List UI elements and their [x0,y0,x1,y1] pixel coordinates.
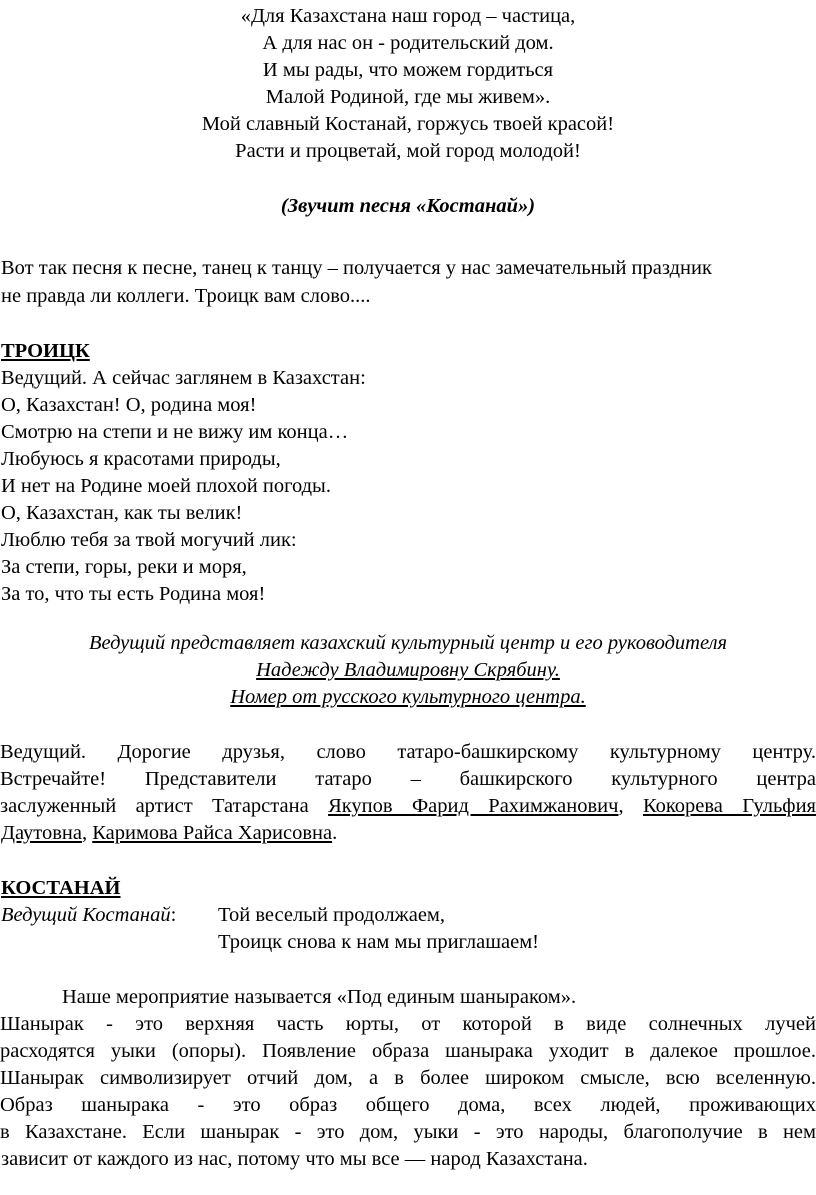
troitsk-line: О, Казахстан, как ты велик! [1,502,243,524]
separator: , [81,822,93,844]
tatar-para-line: Встречайте! Представители татаро – башкирского культурного центра [0,768,816,790]
event-name-line: Наше мероприятие называется «Под единым шаныраком». [62,986,577,1008]
performer-name: Якупов Фарид Рахимжанович [328,795,619,817]
kostanay-host-verse: Той веселый продолжаем, [218,904,446,926]
separator: , [618,795,643,817]
performer-name: Каримова Райса Харисовна [92,822,333,844]
tatar-para-text: заслуженный артист Татарстана [0,795,329,817]
russian-center-line: Номер от русского культурного центра. [230,686,586,708]
troitsk-line: За степи, горы, реки и моря, [1,556,247,578]
speaker-label: Ведущий Костанай [1,904,171,926]
separator: . [332,822,338,844]
transition-line: Вот так песня к песне, танец к танцу – получается у нас замечательный праздник [1,257,712,279]
kazakh-center-line: Ведущий представляет казахский культурный центр и его руководителя [88,632,728,654]
song-note: (Звучит песня «Костанай») [280,195,536,217]
troitsk-line: Люблю тебя за твой могучий лик: [1,529,297,551]
poem-line: И мы рады, что можем гордиться [262,59,554,81]
section-heading-troitsk: ТРОИЦК [1,340,90,362]
shanyrak-para-last-line: зависит от каждого из нас, потому что мы все — народ Казахстана. [1,1148,588,1170]
section-heading-kostanay: КОСТАНАЙ [1,877,121,899]
poem-line: А для нас он - родительский дом. [262,32,554,54]
performer-name: Даутовна [1,822,82,844]
kostanay-host-verse: Троицк снова к нам мы приглашаем! [218,931,540,953]
troitsk-line: Любуюсь я красотами природы, [1,448,281,470]
troitsk-line: Ведущий. А сейчас заглянем в Казахстан: [1,367,366,389]
troitsk-line: Смотрю на степи и не вижу им конца… [1,421,349,443]
tatar-para-line [0,793,816,820]
poem-line: Расти и процветай, мой город молодой! [235,140,581,162]
shanyrak-para-line: расходятся уыки (опоры). Появление образа шанырака уходит в далекое прошлое. [0,1040,816,1062]
kazakh-center-leader: Надежду Владимировну Скрябину. [256,659,560,681]
troitsk-line: За то, что ты есть Родина моя! [1,583,266,605]
transition-line: не правда ли коллеги. Троицк вам слово.... [1,285,371,307]
tatar-para-line [1,820,337,847]
shanyrak-para-line: Образ шанырака - это образ общего дома, всех людей, проживающих [0,1094,816,1116]
kostanay-host-line [1,902,176,929]
separator: : [170,904,177,926]
troitsk-line: И нет на Родине моей плохой погоды. [1,475,331,497]
performer-name: Кокорева Гульфия [642,795,816,817]
poem-line: «Для Казахстана наш город – частица, [240,5,576,27]
troitsk-line: О, Казахстан! О, родина моя! [1,394,257,416]
shanyrak-para-line: в Казахстане. Если шанырак - это дом, уыки - это народы, благополучие в нем [0,1121,816,1143]
poem-line: Мой славный Костанай, горжусь твоей красой! [201,113,615,135]
poem-line: Малой Родиной, где мы живем». [265,86,551,108]
shanyrak-para-line: Шанырак символизирует отчий дом, а в более широком смысле, всю вселенную. [0,1067,816,1089]
shanyrak-para-line: Шанырак - это верхняя часть юрты, от которой в виде солнечных лучей [0,1013,816,1035]
tatar-para-line: Ведущий. Дорогие друзья, слово татаро-башкирскому культурному центру. [0,741,816,763]
